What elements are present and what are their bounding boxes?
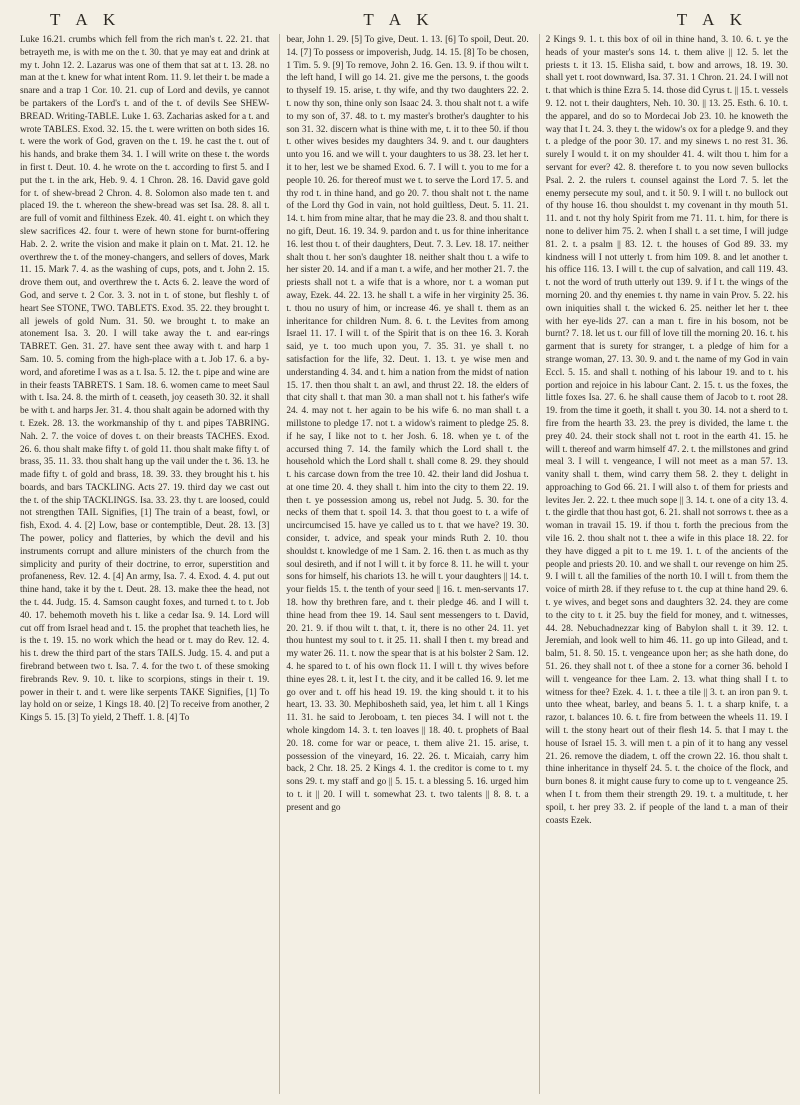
running-head-left: T A K	[50, 10, 122, 29]
text-columns	[20, 34, 791, 1094]
column-text: 2 Kings 9. 1. t. this box of oil in thine hand, 3. 10. 6. t. ye the heads of your master's sons 14. t. them alive || 12. 5. let the priests t. it 13. 15. Elisha said, t. bow and arrows, 18. 19. 30. shall yet t. root downward, Isa. 37. 31. 1 Chron. 21. 24. I will not t. that which is thine Ezra 5. 14. those did Cyrus t. || 15. t. vessels 9. 12. not t. their daughters, Neh. 10. 30. || 13. 25. Esth. 6. 10. t. the apparel, and do so to Mordecai Job 23. 10. he knoweth the way that I t. 24. 3. they t. the widow's ox for a pledge 9. and they t. a pledge of the poor 30. 17. and my sinews t. no rest 31. 36. surely I would t. it on my shoulder 41. 4. wilt thou t. him for a servant for ever? 42. 8. therefore t. to you now seven bullocks Psal. 2. 2. the rulers t. counsel against the Lord 7. 5. let the enemy persecute my soul, and t. it 50. 9. I will t. no bullock out of thy house 16. thou shouldst t. my covenant in thy mouth 51. 11. and t. not thy holy Spirit from me 71. 11. t. him, for there is none to deliver him 75. 2. when I shall t. a set time, I will judge 81. 2. t. a psalm || 83. 12. t. the houses of God 89. 33. my kindness will I not utterly t. from him 109. 8. and let another t. his office 116. 13. I will t. the cup of salvation, and call 119. 43. t. not the word of truth utterly out 139. 9. if I t. the wings of the morning 20. and thy enemies t. thy name in vain Prov. 5. 22. his own iniquities shall t. the wicked 6. 25. neither let her t. thee with her eye-lids 27. can a man t. fire in his bosom, not be burnt? 7. 18. let us t. our fill of love till the morning 20. 16. t. his garment that is surety for stranger, t. a pledge of him for a strange woman, 27. 13. 30. 9. and t. the name of my God in vain Eccl. 5. 15. and shall t. nothing of his labour 19. and to t. his portion and rejoice in his labour Cant. 2. 15. t. us the foxes, the little foxes Isa. 27. 6. he shall cause them of Jacob to t. root 28. 19. from the time it goeth, it shall t. you 30. 14. not a sherd to t. fire from the hearth 33. 23. the prey is divided, the lame t. the prey 40. 24. their stock shall not t. root in the earth 41. 15. he will t. thereof and warm himself 47. 2. t. the millstones and grind meal 3. I will t. vengeance, I will not meet as a man 57. 13. vanity shall t. them, wind carry them 58. 2. they t. delight in approaching to God 66. 21. I will also t. of them for priests and levites Jer. 2. 22. t. thee much sope || 3. 14. t. one of a city 13. 4. t. the girdle that thou hast got, 6. 21. shall not sorrows t. thee as a woman in travail 15. 19. if thou t. forth the precious from the vile 16. 2. thou shalt not t. thee a wife in this place 18. 22. for they have digged a pit to t. me 19. 1. t. of the ancients of the people and priests 20. 10. and we shall t. our revenge on him 25. 9. I will t. all the families of the north 10. I will t. from them the voice of mirth 28. if they refuse to t. the cup at thine hand 29. 6. t. ye wives, and beget sons and daughters 32. 24. they are come to the city to t. it 25. buy the field for money, and t. witnesses, 44. 28. Nebuchadnezzar king of Babylon shall t. it 39. 12. t. Jeremiah, and look well to him 46. 11. go up into Gilead, and t. balm, 51. 8. 50. 15. t. vengeance upon her; as she hath done, do 51. 26. they shall not t. of thee a stone for a corner 36. behold I will t. vengeance for thee Lam. 2. 13. what thing shall I t. to witness for thee? Ezek. 4. 1. t. thee a tile || 3. t. an iron pan 9. t. unto thee wheat, barley, and beans 5. 1. t. a sharp knife, t. a razor, t. balances 10. 6. t. fire from between the wheels 11. 19. I will t. the stony heart out of their flesh 14. 5. that I may t. the house of Israel 15. 3. will men t. a pin of it to hang any vessel 21. 26. remove the diadem, t. off the crown 22. 16. thou shalt t. thine inheritance in thyself 24. 5. t. the choice of the flock, and burn bones 8. it might cause fury to come up to t. vengeance 25. when I t. from them their strength 29. 19. t. a multitude, t. her spoil, t. her prey 33. 2. if people of the land t. a man of their coasts Ezek.	[545, 35, 791, 826]
column-text: Luke 16.21. crumbs which fell from the rich man's t. 22. 21. that betrayeth me, is with me on the t. 30. that ye may eat and drink at my t. John 12. 2. Lazarus was one of them that sat at t. 13. 28. no man at the t. knew for what intent Rom. 11. 9. let their t. be made a snare and a trap 1 Cor. 10. 21. cup of Lord and devils, ye cannot be partakers of the Lord's t. and of the t. of devils See SHEW-BREAD. Writing-TABLE. Luke 1. 63. Zacharias asked for a t. and wrote TABLES. Exod. 32. 15. the t. were written on both sides 16. t. were the work of God, graven on the t. 19. he cast the t. out of his hands, and brake them 34. 1. I will write on these t. the words in first t. Deut. 10. 4. he wrote on the t. according to first 5. and I put the t. in the ark, Heb. 9. 4. 1 Chron. 28. 16. David gave gold for t. of shew-bread 2 Chron. 4. 8. Solomon also made ten t. and placed 19. the t. whereon the shew-bread was set Isa. 28. 8. all t. are full of vomit and filthiness Ezek. 40. 41. eight t. on which they slew sacrifices 42. four t. were of hewn stone for burnt-offering Hab. 2. 2. write the vision and make it plain on t. Mat. 21. 12. he overthrew the t. of the money-changers, and sellers of doves, Mark 11. 15. Mark 7. 4. as the washing of cups, pots, and t. John 2. 15. drove them out, and overthrew the t. Acts 6. 2. leave the word of God, and serve t. 2 Cor. 3. 3. not in t. of stone, but fleshly t. of heart See STONE, TWO. TABLETS. Exod. 35. 22. they brought t. all jewels of gold Num. 31. 50. we brought t. to make an atonement Isa. 3. 20. I will take away the t. and ear-rings TABRET. Gen. 31. 27. have sent thee away with t. and harp 1 Sam. 10. 5. coming from the high-place with a t. Job 17. 6. a by-word, and aforetime I was as a t. Isa. 5. 12. the t. pipe and wine are in their feasts TABRETS. 1 Sam. 18. 6. women came to meet Saul with t. Isa. 24. 8. the mirth of t. ceaseth, joy ceaseth 30. 32. it shall be with t. and harps Jer. 31. 4. thou shalt again be adorned with thy t. Ezek. 28. 13. the workmanship of thy t. and pipes TABRING. Nah. 2. 7. the voice of doves t. on their breasts TACHES. Exod. 26. 6. thou shalt make fifty t. of gold 11. thou shalt make fifty t. of brass, 35. 11. 33. thou shalt hang up the vail under the t. 36. 13. he made fifty t. of gold and brass, 18. 39. 33. they brought his t. his boards, and bars TACKLING. Acts 27. 19. third day we cast out the t. of the ship TACKLINGS. Isa. 33. 23. thy t. are loosed, could not strengthen TAIL Signifies, [1] The train of a beast, fowl, or fish, Exod. 4. 4. [2] Low, base or contemptible, Deut. 28. 13. [3] The power, policy and flatteries, by which the devil and his instruments corrupt and allure ministers of the church from the simplicity and purity of their doctrine, to error, superstition and profaneness, Rev. 12. 4. [4] An army, Isa. 7. 4. Exod. 4. 4. put out thine hand, take it by the t. Deut. 28. 13. make thee the head, not the t. 44. Judg. 15. 4. Samson caught foxes, and turned t. to t. Job 40. 17. behemoth moveth his t. like a cedar Isa. 9. 14. Lord will cut off from Israel head and t. 15. the prophet that teacheth lies, he is the t. 19. 15. no work which the head or t. may do Rev. 12. 4. his t. drew the third part of the stars TAILS. Judg. 15. 4. and put a firebrand between two t. Isa. 7. 4. for the two t. of these smoking firebrands Rev. 9. 10. t. like to scorpions, stings in their t. 19. power in their t. and t. were like serpents TAKE Signifies, [1] To lay hold on or seize, 1 Kings 18. 40. [2] To receive from another, 2 Kings 5. 15. [3] To yield, 2 Theff. 1. 8. [4] To	[20, 35, 272, 724]
column-text: bear, John 1. 29. [5] To give, Deut. 1. 13. [6] To spoil, Deut. 20. 14. [7] To possess or impoverish, Judg. 14. 15. [8] To be chosen, 1 Tim. 5. 9. [9] To remove, John 2. 16. Gen. 13. 9. if thou wilt t. the left hand, I will go 14. 21. give me the persons, t. the goods to thyself 19. 15. arise, t. thy wife, and thy two daughters 22. 2. t. now thy son, thine only son Isaac 24. 3. thou shalt not t. a wife to my son of, 37. 48. to t. my master's brother's daughter to his son 31. 32. discern what is thine with me, t. it to thee 50. if thou t. other wives besides my daughters 34. 9. and t. our daughters unto you 16. and we will t. your daughters to us 38. 23. let her t. it to her, lest we be shamed Exod. 6. 7. I will t. you to me for a people 10. 26. for thereof must we t. to serve the Lord 17. 5. and thy rod t. in thine hand, and go 20. 7. thou shalt not t. the name of the Lord thy God in vain, not hold guiltless, Deut. 5. 11. 21. 14. t. him from mine altar, that he may die 23. 8. and thou shalt t. no gift, Deut. 16. 19. 34. 9. pardon and t. us for thine inheritance 16. lest thou t. of their daughters, Deut. 7. 3. Lev. 18. 17. neither shalt thou t. her son's daughter 18. neither shalt thou t. a wife to her sister 20. 14. and if a man t. a wife, and her mother 21. 7. the priests shall not t. a wife that is a whore, nor t. a woman put away, Ezek. 44. 22. 13. he shall t. a wife in her virginity 25. 36. t. thou no usury of him, or increase 46. ye shall t. them as an inheritance for children Num. 8. 6. t. the Levites from among Israel 11. 17. I will t. of the Spirit that is on thee 16. 3. Korah said, ye t. too much upon you, 7. 35. 31. ye shall t. no satisfaction for the life, 32. Deut. 1. 13. t. ye wise men and understanding 4. 34. and t. him a nation from the midst of nation 15. 17. then thou shalt t. an awl, and thrust 22. 18. the elders of that city shall t. that man 30. a man shall not t. his father's wife 24. 4. may not t. her again to be his wife 6. no man shall t. a millstone to pledge 17. not t. a widow's raiment to pledge 25. 8. if he say, I like not to t. her Josh. 6. 18. when ye t. of the accursed thing 7. 14. the family which the Lord shall t. the household which the Lord shall t. shall come 8. 29. they should t. his carcase down from the tree 10. 42. their land did Joshua t. at one time 20. 4. they shall t. him into the city to them 22. 19. then t. ye possession among us, rebel not Judg. 5. 30. for the necks of them that t. spoil 14. 3. that thou goest to t. a wife of uncircumcised 15. have ye called us to t. that we have? 19. 30. consider, t. advice, and speak your minds Ruth 2. 10. thou shouldst t. knowledge of me 1 Sam. 2. 16. then t. as much as thy soul desireth, and if not I will t. it by force 8. 11. he will t. your sons for himself, his chariots 13. he will t. your daughters || 14. t. your fields 15. t. the tenth of your seed || 16. t. men-servants 17. 18. how thy brethren fare, and t. their pledge 46. and I will t. thine head from thee 19. 14. Saul sent messengers to t. David, 20. 21. 9. if thou wilt t. that, t. it, there is no other 24. 11. yet thou huntest my soul to t. it 25. 11. shall I then t. my bread and my water 26. 11. t. now the spear that is at his bolster 2 Sam. 12. 4. he spared to t. of his own flock 11. I will t. thy wives before thine eyes 28. t. it, lest I t. the city, and it be called 16. 9. let me go over and t. off his head 19. 19. the king should t. it to his heart, 13. 33. 30. Mephibosheth said, yea, let him t. all 1 Kings 11. 31. he said to Jeroboam, t. ten pieces 34. I will not t. the whole kingdom 14. 3. t. ten loaves || 18. 40. t. prophets of Baal 20. 18. come for war or peace, t. them alive 21. 15. arise, t. possession of the vineyard, 16. 22. 26. t. Micaiah, carry him back, 2 Chr. 18. 25. 2 Kings 4. 1. the creditor is come to t. my sons 29. t. my staff and go || 5. 15. t. a blessing 5. 16. urged him to t. it || 20. I will t. somewhat 23. t. two talents || 8. 8. t. a present and go	[286, 35, 531, 813]
column-left	[20, 34, 272, 1094]
running-head	[50, 10, 748, 30]
column-right	[539, 34, 791, 1094]
running-head-right: T A K	[676, 10, 748, 29]
running-head-center: T A K	[363, 10, 435, 29]
column-middle	[279, 34, 531, 1094]
